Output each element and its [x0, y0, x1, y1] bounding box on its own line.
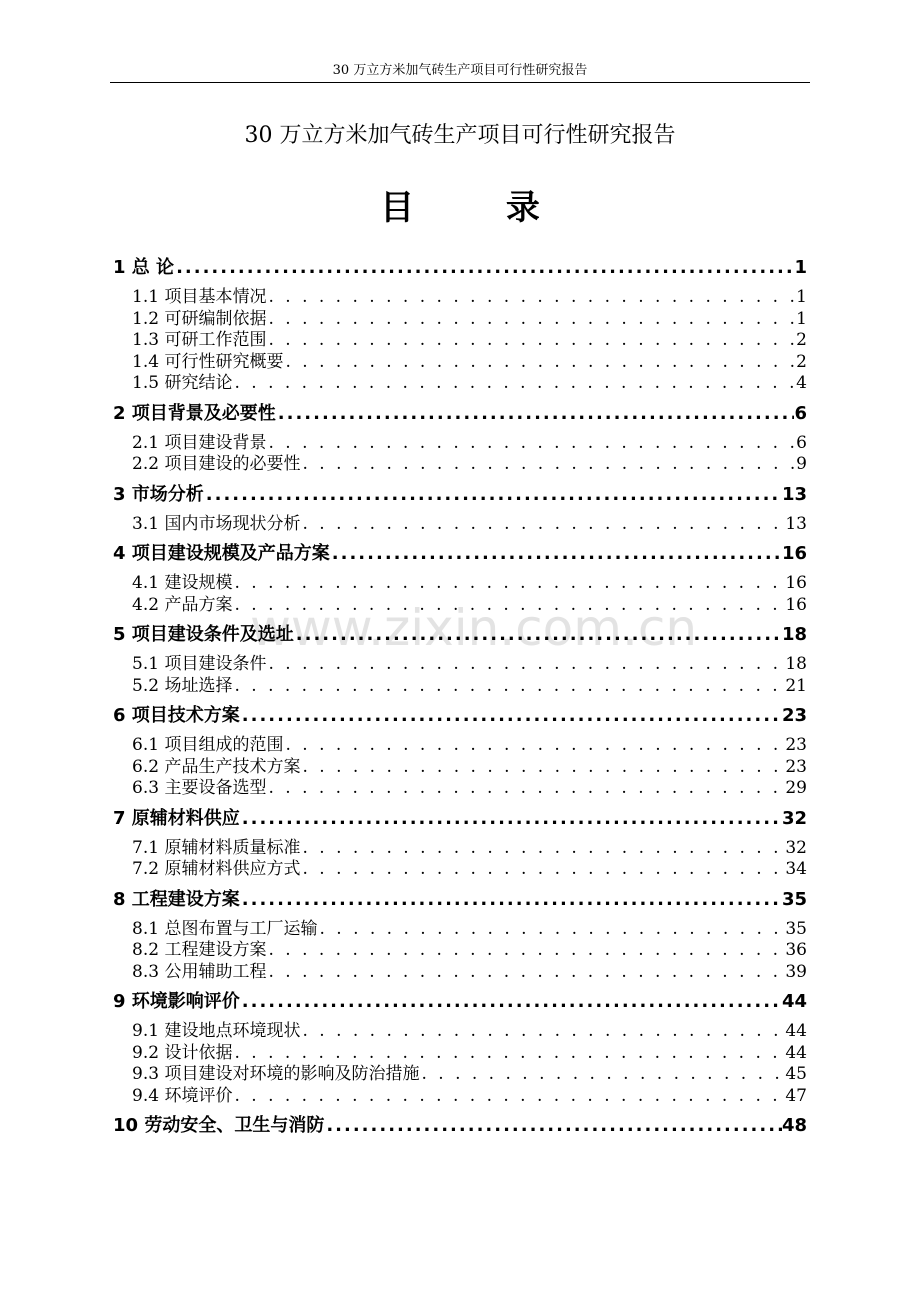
toc-section-entry[interactable]: [113, 1064, 807, 1086]
toc-dot-leader: [317, 919, 785, 941]
toc-section-entry[interactable]: [113, 352, 807, 374]
toc-entry-label: 7.1 原辅材料质量标准: [132, 837, 301, 858]
toc-section-entry[interactable]: [113, 859, 807, 881]
toc-dot-leader: [330, 541, 782, 567]
toc-page-number: 36: [785, 940, 807, 960]
toc-chapter-entry[interactable]: [113, 255, 807, 281]
toc-dot-leader: [174, 255, 794, 281]
toc-section-entry[interactable]: [113, 838, 807, 860]
toc-dot-leader: [232, 1086, 785, 1108]
toc-heading: 目 录: [380, 188, 580, 228]
toc-section-entry[interactable]: [113, 962, 807, 984]
toc-dot-leader: [324, 1113, 782, 1139]
toc-page-number: 16: [785, 594, 807, 615]
toc-page-number: 18: [785, 654, 807, 674]
toc-entry-label: 8.1 总图布置与工厂运输: [132, 918, 318, 939]
toc-page-number: 16: [781, 543, 807, 564]
toc-entry-label: 1.4 可行性研究概要: [132, 351, 284, 372]
toc-entry-label: 1.5 研究结论: [132, 373, 233, 393]
toc-dot-leader: [266, 287, 796, 309]
toc-section-entry[interactable]: [113, 919, 807, 941]
toc-entry-label: 4.2 产品方案: [132, 594, 233, 615]
toc-page-number: 39: [785, 961, 807, 982]
toc-chapter-entry[interactable]: [113, 806, 807, 832]
toc-chapter-entry[interactable]: [113, 703, 807, 729]
toc-page-number: 44: [781, 991, 807, 1012]
toc-section-entry[interactable]: [113, 1086, 807, 1108]
toc-entry-label: 9.2 设计依据: [132, 1042, 233, 1063]
toc-dot-leader: [266, 433, 796, 455]
toc-entry-label: 9.1 建设地点环境现状: [132, 1021, 301, 1041]
toc-chapter-entry[interactable]: [113, 401, 807, 427]
toc-entry-label: 5.1 项目建设条件: [132, 654, 267, 674]
toc-dot-leader: [283, 352, 796, 374]
toc-entry-label: 3.1 国内市场现状分析: [132, 513, 301, 534]
toc-page-number: 47: [785, 1085, 807, 1106]
toc-dot-leader: [294, 622, 782, 648]
toc-page-number: 4: [796, 373, 807, 393]
toc-entry-label: 5.2 场址选择: [132, 675, 233, 696]
toc-page-number: 6: [796, 432, 807, 453]
toc-section-entry[interactable]: [113, 595, 807, 617]
toc-dot-leader: [266, 962, 785, 984]
toc-section-entry[interactable]: [113, 309, 807, 331]
toc-dot-leader: [266, 330, 796, 352]
toc-entry-label: 9.3 项目建设对环境的影响及防治措施: [132, 1064, 420, 1084]
toc-section-entry[interactable]: [113, 287, 807, 309]
toc-entry-label: 7.2 原辅材料供应方式: [132, 859, 301, 879]
toc-entry-label: 9.4 环境评价: [132, 1085, 233, 1106]
toc-section-entry[interactable]: [113, 778, 807, 800]
toc-section-entry[interactable]: [113, 454, 807, 476]
toc-page-number: 6: [794, 402, 807, 424]
toc-chapter-entry[interactable]: [113, 541, 807, 567]
toc-section-entry[interactable]: [113, 514, 807, 536]
toc-dot-leader: [300, 757, 785, 779]
toc-page-number: 1: [796, 308, 807, 329]
toc-section-entry[interactable]: [113, 373, 807, 395]
toc-page-number: 32: [781, 807, 807, 829]
toc-chapter-entry[interactable]: [113, 989, 807, 1015]
toc-page-number: 23: [785, 735, 807, 755]
toc-entry-label: 4 项目建设规模及产品方案: [113, 543, 330, 564]
toc-dot-leader: [266, 778, 785, 800]
toc-page-number: 23: [781, 705, 807, 726]
toc-chapter-entry[interactable]: [113, 482, 807, 508]
toc-entry-label: 7 原辅材料供应: [113, 807, 240, 829]
toc-section-entry[interactable]: [113, 1021, 807, 1043]
toc-section-entry[interactable]: [113, 433, 807, 455]
toc-dot-leader: [204, 482, 782, 508]
toc-dot-leader: [300, 1021, 785, 1043]
toc-page-number: 32: [785, 837, 807, 858]
toc-entry-label: 1.1 项目基本情况: [132, 287, 267, 307]
toc-dot-leader: [283, 735, 785, 757]
toc-page-number: 29: [785, 778, 807, 798]
toc-page-number: 45: [785, 1064, 807, 1084]
toc-page-number: 13: [785, 513, 807, 534]
toc-dot-leader: [232, 373, 796, 395]
toc-page-number: 35: [781, 888, 807, 910]
toc-section-entry[interactable]: [113, 735, 807, 757]
toc-entry-label: 2.2 项目建设的必要性: [132, 454, 301, 474]
toc-page-number: 34: [785, 859, 807, 879]
toc-section-entry[interactable]: [113, 330, 807, 352]
toc-section-entry[interactable]: [113, 573, 807, 595]
toc-dot-leader: [300, 514, 785, 536]
toc-dot-leader: [240, 989, 782, 1015]
toc-entry-label: 8.3 公用辅助工程: [132, 961, 267, 982]
running-header: 30 万立方米加气砖生产项目可行性研究报告: [110, 60, 810, 83]
toc-page-number: 44: [785, 1021, 807, 1041]
toc-page-number: 21: [785, 675, 807, 696]
toc-page-number: 48: [781, 1115, 807, 1136]
document-title: 30 万立方米加气砖生产项目可行性研究报告: [244, 123, 676, 148]
toc-dot-leader: [240, 887, 782, 913]
toc-entry-label: 2 项目背景及必要性: [113, 402, 276, 424]
toc-section-entry[interactable]: [113, 676, 807, 698]
toc-entry-label: 1 总 论: [113, 257, 175, 278]
toc-chapter-entry[interactable]: [113, 887, 807, 913]
toc-page-number: 16: [785, 573, 807, 593]
toc-page-number: 13: [781, 483, 807, 505]
toc-section-entry[interactable]: [113, 1043, 807, 1065]
toc-dot-leader: [300, 859, 785, 881]
toc-section-entry[interactable]: [113, 757, 807, 779]
toc-dot-leader: [232, 573, 785, 595]
toc-page-number: 9: [796, 454, 807, 474]
toc-entry-label: 1.3 可研工作范围: [132, 330, 267, 350]
toc-dot-leader: [240, 703, 782, 729]
toc-entry-label: 1.2 可研编制依据: [132, 308, 267, 329]
watermark: www.zixin.com.cn: [250, 599, 698, 657]
toc-section-entry[interactable]: [113, 654, 807, 676]
table-of-contents: [113, 255, 807, 1139]
toc-page-number: 44: [785, 1042, 807, 1063]
toc-dot-leader: [232, 1043, 785, 1065]
toc-entry-label: 8 工程建设方案: [113, 888, 240, 910]
toc-entry-label: 8.2 工程建设方案: [132, 940, 267, 960]
toc-dot-leader: [232, 595, 785, 617]
toc-dot-leader: [276, 401, 795, 427]
toc-dot-leader: [300, 454, 796, 476]
toc-dot-leader: [266, 940, 785, 962]
toc-chapter-entry[interactable]: [113, 622, 807, 648]
toc-section-entry[interactable]: [113, 940, 807, 962]
toc-page-number: 23: [785, 756, 807, 777]
toc-entry-label: 6.3 主要设备选型: [132, 778, 267, 798]
toc-entry-label: 4.1 建设规模: [132, 573, 233, 593]
toc-page-number: 2: [796, 330, 807, 350]
toc-chapter-entry[interactable]: [113, 1113, 807, 1139]
toc-entry-label: 2.1 项目建设背景: [132, 432, 267, 453]
toc-page-number: 35: [785, 918, 807, 939]
toc-dot-leader: [266, 309, 796, 331]
toc-page-number: 1: [796, 287, 807, 307]
toc-entry-label: 5 项目建设条件及选址: [113, 624, 294, 645]
toc-dot-leader: [232, 676, 785, 698]
toc-dot-leader: [266, 654, 785, 676]
toc-dot-leader: [300, 838, 785, 860]
toc-entry-label: 10 劳动安全、卫生与消防: [113, 1115, 325, 1136]
toc-entry-label: 3 市场分析: [113, 483, 204, 505]
toc-entry-label: 6 项目技术方案: [113, 705, 240, 726]
toc-entry-label: 9 环境影响评价: [113, 991, 240, 1012]
toc-entry-label: 6.1 项目组成的范围: [132, 735, 284, 755]
toc-page-number: 1: [794, 257, 807, 278]
toc-dot-leader: [419, 1064, 785, 1086]
toc-entry-label: 6.2 产品生产技术方案: [132, 756, 301, 777]
toc-page-number: 18: [781, 624, 807, 645]
toc-page-number: 2: [796, 351, 807, 372]
toc-dot-leader: [240, 806, 782, 832]
